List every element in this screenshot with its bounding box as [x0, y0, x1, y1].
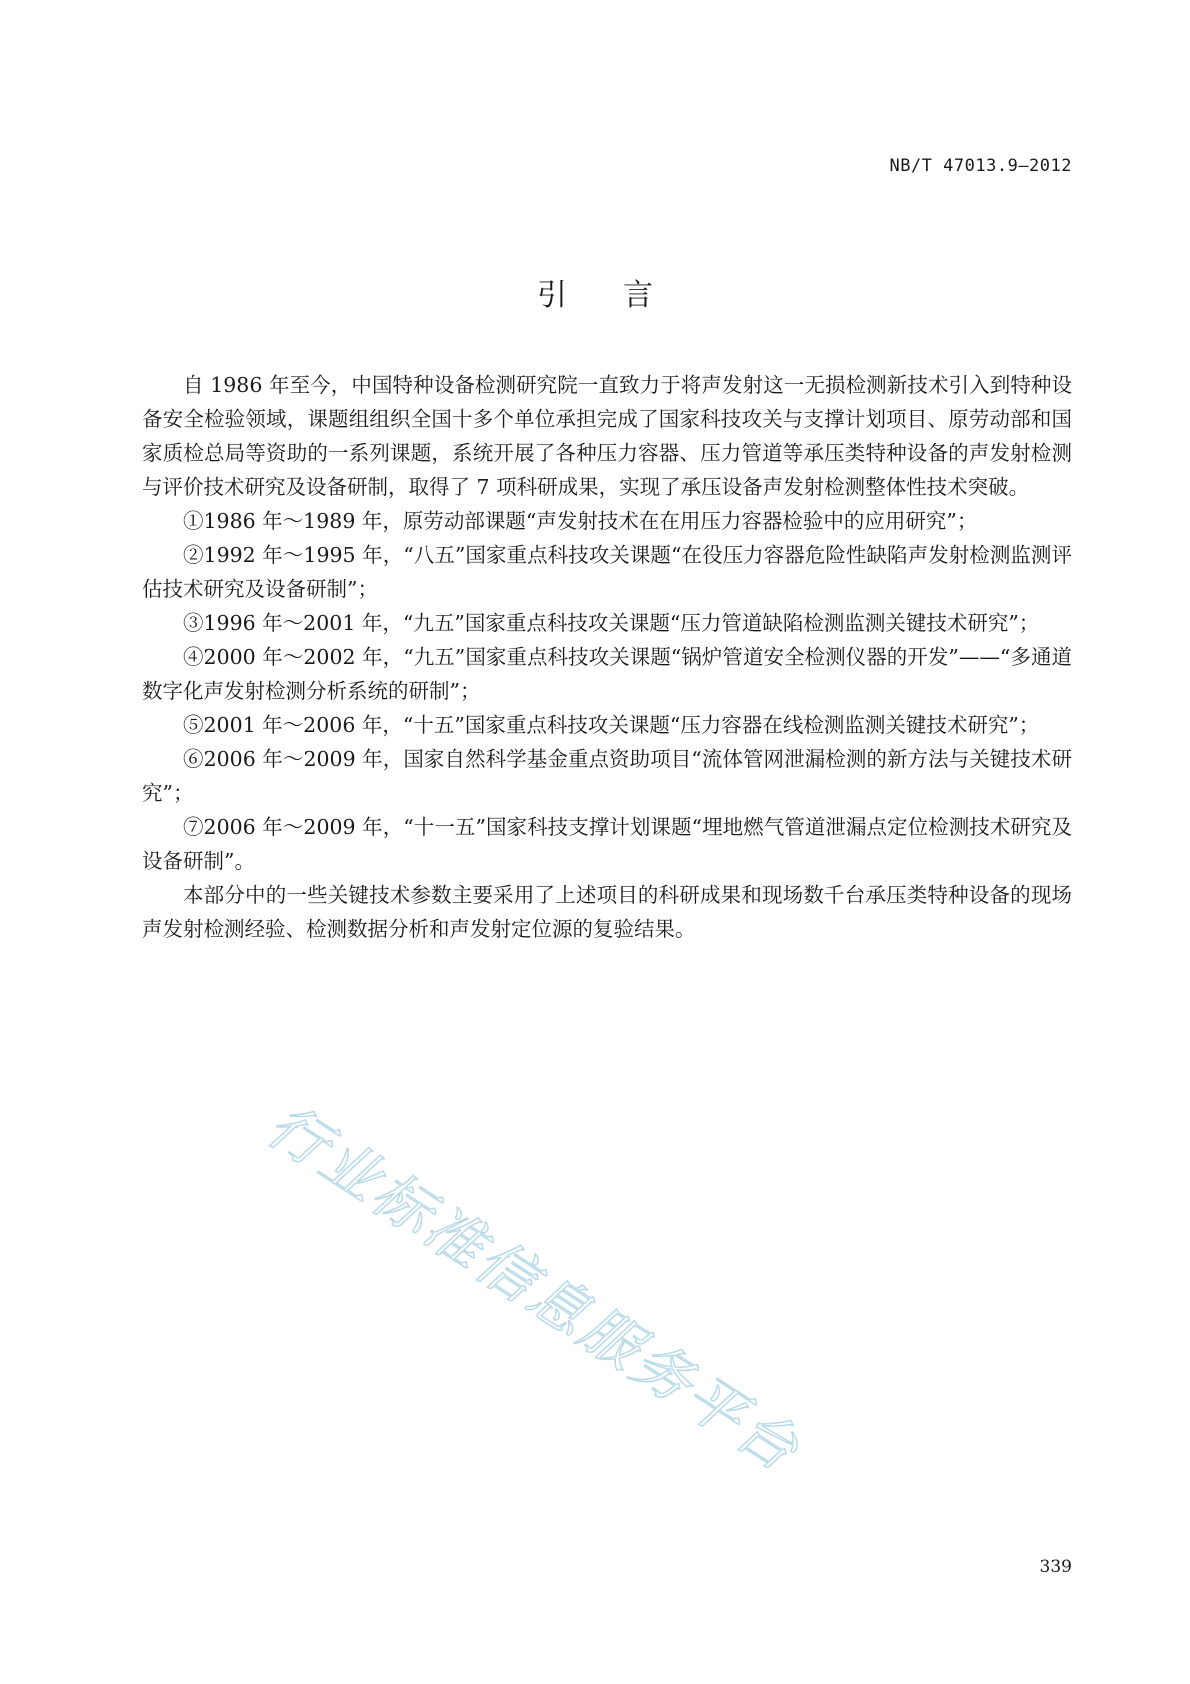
closing-paragraph: 本部分中的一些关键技术参数主要采用了上述项目的科研成果和现场数千台承压类特种设备的现场声发射检测经验、检测数据分析和声发射定位源的复验结果。 — [142, 883, 1072, 941]
project-item-3: ③1996 年～2001 年，“九五”国家重点科技攻关课题“压力管道缺陷检测监测关键技术研究”； — [183, 611, 1040, 635]
project-item-4: ④2000 年～2002 年，“九五”国家重点科技攻关课题“锅炉管道安全检测仪器的开发”——“多通道数字化声发射检测分析系统的研制”； — [142, 645, 1072, 703]
project-item-6: ⑥2006 年～2009 年，国家自然科学基金重点资助项目“流体管网泄漏检测的新方法与关键技术研究”； — [142, 747, 1072, 805]
project-item-5: ⑤2001 年～2006 年，“十五”国家重点科技攻关课题“压力容器在线检测监测关键技术研究”； — [183, 713, 1040, 737]
page-number: 339 — [1039, 1557, 1072, 1577]
project-item-1: ①1986 年～1989 年，原劳动部课题“声发射技术在在用压力容器检验中的应用研究”； — [183, 509, 978, 533]
project-item-7: ⑦2006 年～2009 年，“十一五”国家科技支撑计划课题“埋地燃气管道泄漏点定位检测技术研究及设备研制”。 — [142, 815, 1072, 873]
standard-number: NB/T 47013.9—2012 — [889, 156, 1072, 176]
watermark: 行业标准信息服务平台 — [255, 1090, 813, 1486]
body-text — [142, 368, 1072, 946]
page-title: 引言 — [537, 278, 709, 313]
project-item-2: ②1992 年～1995 年，“八五”国家重点科技攻关课题“在役压力容器危险性缺陷声发射检测监测评估技术研究及设备研制”； — [142, 543, 1072, 601]
intro-paragraph: 自 1986 年至今，中国特种设备检测研究院一直致力于将声发射这一无损检测新技术引入到特种设备安全检验领域，课题组组织全国十多个单位承担完成了国家科技攻关与支撑计划项目、原劳动部和国家质检总局等资助的一系列课题，系统开展了各种压力容器、压力管道等承压类特种设备的声发射检测与评价技术研究及设备研制，取得了 7 项科研成果，实现了承压设备声发射检测整体性技术突破。 — [142, 373, 1072, 499]
